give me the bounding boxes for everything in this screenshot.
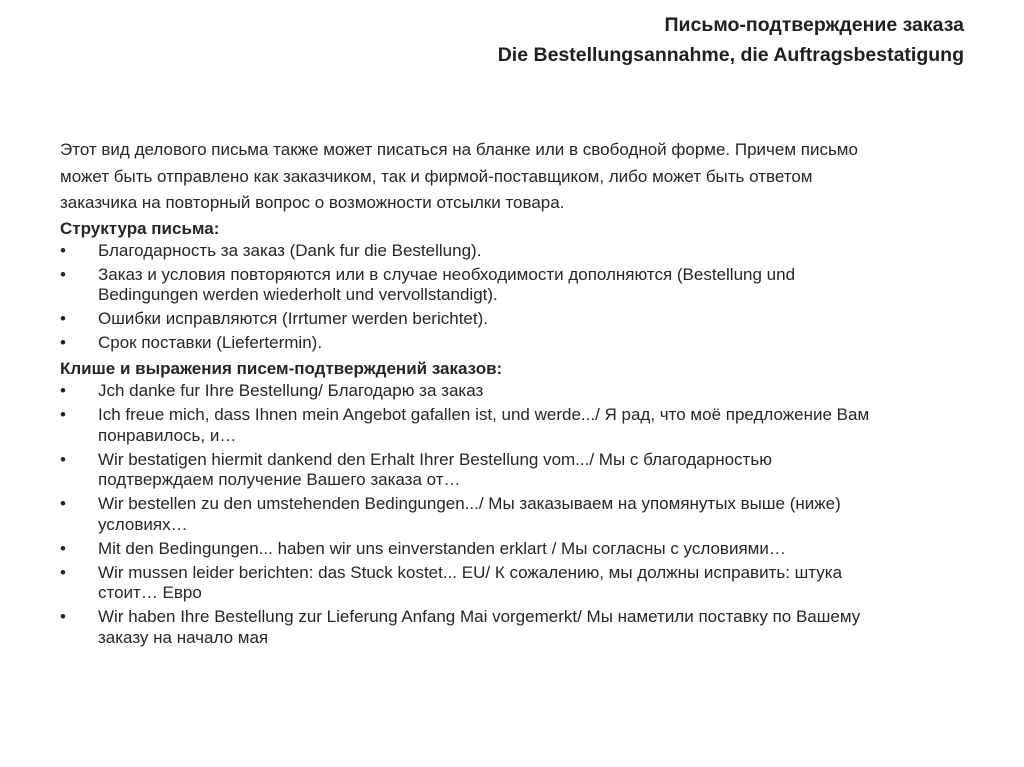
bullet-icon: •: [60, 309, 66, 328]
title-line-german: Die Bestellungsannahme, die Auftragsbestatigung: [497, 44, 964, 66]
intro-line: может быть отправлено как заказчиком, так и фирмой-поставщиком, либо может быть ответом: [60, 166, 813, 186]
list-item: [60, 265, 994, 306]
phrases-list: [60, 381, 994, 648]
list-item-text: Wir bestatigen hiermit dankend den Erhalt Ihrer Bestellung vom.../ Мы с благодарностью: [98, 449, 772, 469]
bullet-icon: •: [60, 381, 66, 400]
bullet-icon: •: [60, 494, 66, 513]
section-heading-structure: Структура письма:: [60, 218, 220, 238]
list-item: [60, 333, 994, 354]
bullet-icon: •: [60, 405, 66, 424]
list-item-text: Ich freue mich, dass Ihnen mein Angebot gafallen ist, und werde.../ Я рад, что моё предложение Вам: [98, 405, 870, 424]
list-item-text: Wir haben Ihre Bestellung zur Lieferung Anfang Mai vorgemerkt/ Мы наметили поставку по Вашему: [98, 607, 861, 626]
content-body: [60, 137, 994, 652]
title-line-russian: Письмо-подтверждение заказа: [664, 14, 964, 36]
intro-line: заказчика на повторный вопрос о возможности отсылки товара.: [60, 193, 565, 212]
list-item-text: Bedingungen werden wiederholt und vervollstandigt).: [98, 285, 498, 304]
bullet-icon: •: [60, 333, 66, 352]
list-item-text: Благодарность за заказ (Dank fur die Bestellung).: [98, 240, 482, 260]
page-title: [498, 10, 964, 70]
list-item-text: Wir mussen leider berichten: das Stuck kostet... EU/ К сожалению, мы должны исправить: штука: [98, 562, 843, 582]
list-item-text: подтверждаем получение Вашего заказа от…: [98, 470, 461, 489]
list-item-text: понравилось, и…: [98, 425, 237, 445]
list-item: [60, 405, 994, 446]
list-item: [60, 450, 994, 491]
list-item: [60, 607, 994, 648]
intro-paragraph: [60, 137, 994, 217]
bullet-icon: •: [60, 240, 66, 260]
list-item: [60, 563, 994, 604]
list-item: [60, 494, 994, 535]
list-item-text: Заказ и условия повторяются или в случае необходимости дополняются (Bestellung und: [98, 264, 796, 284]
bullet-icon: •: [60, 607, 66, 626]
section-heading-phrases: Клише и выражения писем-подтверждений заказов:: [60, 359, 503, 378]
list-item: [60, 241, 994, 262]
structure-list: [60, 241, 994, 354]
list-item: [60, 381, 994, 402]
list-item-text: стоит… Евро: [98, 583, 202, 602]
bullet-icon: •: [60, 264, 66, 284]
list-item-text: Ошибки исправляются (Irrtumer werden berichtet).: [98, 309, 488, 328]
list-item-text: заказу на начало мая: [98, 627, 269, 647]
list-item-text: Mit den Bedingungen... haben wir uns einverstanden erklart / Мы согласны с условиями…: [98, 538, 786, 558]
bullet-icon: •: [60, 449, 66, 469]
list-item-text: Wir bestellen zu den umstehenden Bedingungen.../ Мы заказываем на упомянутых выше (ниже): [98, 494, 841, 513]
list-item: [60, 539, 994, 560]
list-item: [60, 309, 994, 330]
list-item-text: Jch danke fur Ihre Bestellung/ Благодарю за заказ: [98, 381, 484, 400]
list-item-text: Срок поставки (Liefertermin).: [98, 333, 323, 352]
bullet-icon: •: [60, 562, 66, 582]
bullet-icon: •: [60, 538, 66, 558]
list-item-text: условиях…: [98, 514, 188, 534]
intro-line: Этот вид делового письма также может писаться на бланке или в свободной форме. Причем письмо: [60, 140, 858, 159]
